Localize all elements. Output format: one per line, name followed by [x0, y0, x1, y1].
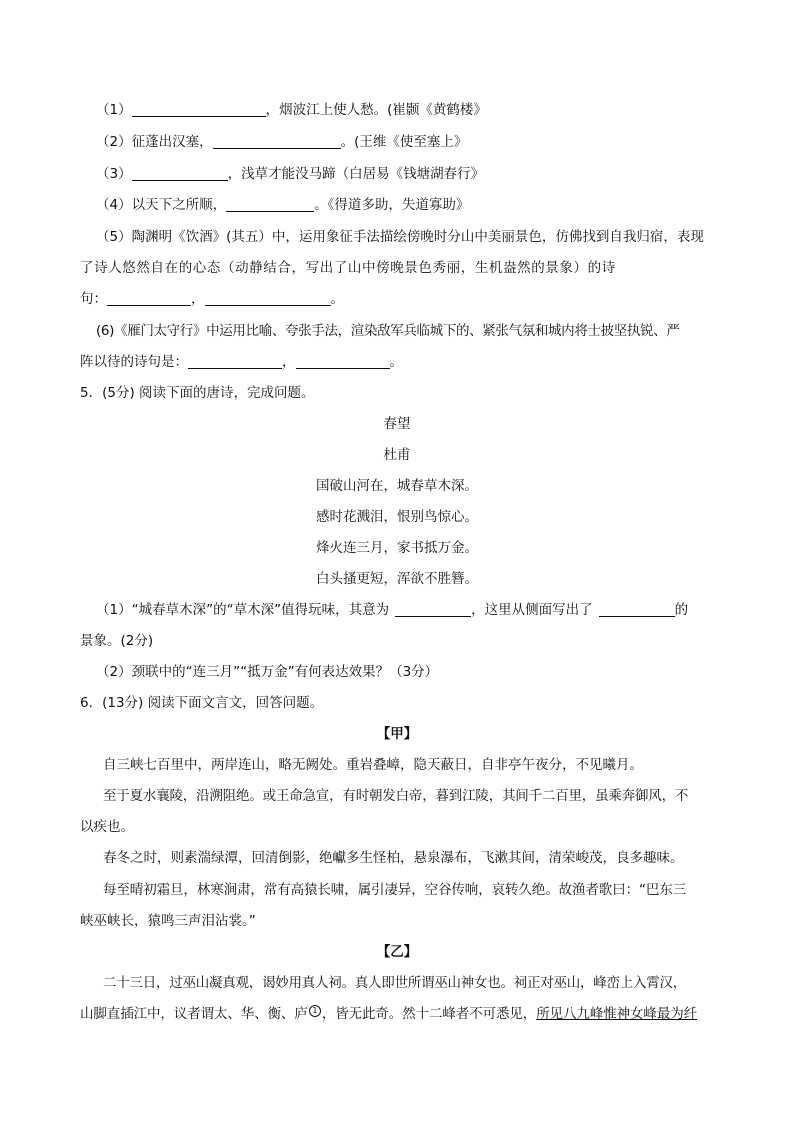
item-text: 山脚直插江中，议者谓太、华、衡、庐 [80, 1006, 308, 1022]
poem-line-4: 白头搔更短，浑欲不胜簪。 [316, 571, 478, 587]
q4-item-6-line-1: (6)《雁门太守行》中运用比喻、夸张手法，渲染敌军兵临城下的、紧张气氛和城内将士披坚执锐、严 [96, 323, 680, 339]
item-text: 征蓬出汉塞， [131, 134, 213, 150]
item-text: 。《得道多助，失道寡助》 [314, 197, 470, 213]
poem-author: 杜甫 [383, 447, 411, 463]
answer-blank[interactable] [599, 602, 675, 617]
q4-item-6-line-2 [80, 352, 403, 372]
item-text: ，浅草才能没马蹄（白居易《钱塘湖春行》 [227, 166, 485, 182]
answer-blank[interactable] [395, 602, 471, 617]
item-text: 。(王维《使至塞上》 [340, 134, 468, 150]
answer-blank[interactable] [132, 102, 266, 117]
item-text: 的 [674, 602, 689, 618]
poem-line-1: 国破山河在，城春草木深。 [316, 478, 478, 494]
footnote-marker[interactable]: 1 [309, 1005, 321, 1017]
item-text: （1）“城春草木深”的“草木深”值得玩味，其意为 [96, 602, 390, 618]
section-jia-title: 【甲】 [376, 726, 418, 742]
yi-paragraph-1-line-1: 二十三日，过巫山凝真观，谒妙用真人祠。真人即世所谓巫山神女也。祠正对巫山，峰峦上入霄汉， [103, 975, 686, 991]
q5-sub-2: （2）颈联中的“连三月”“抵万金”有何表达效果？（3分） [96, 664, 439, 680]
poem-line-3: 烽火连三月，家书抵万金。 [316, 540, 478, 556]
yi-paragraph-1-line-2 [80, 1004, 697, 1024]
q5-header: 5．(5分) 阅读下面的唐诗，完成问题。 [80, 385, 315, 401]
q4-item-5-line-2: 了诗人悠然自在的心态（动静结合，写出了山中傍晚景色秀丽，生机盎然的景象）的诗 [80, 260, 616, 276]
q4-item-5-line-1: （5）陶渊明《饮酒》(其五）中，运用象征手法描绘傍晚时分山中美丽景色，仿佛找到自我归宿，表现 [96, 229, 704, 245]
jia-paragraph-3: 春冬之时，则素湍绿潭，回清倒影，绝巘多生怪柏，悬泉瀑布，飞漱其间，清荣峻茂，良多趣味。 [103, 850, 684, 866]
jia-paragraph-1: 自三峡七百里中，两岸连山，略无阙处。重岩叠嶂，隐天蔽日，自非亭午夜分，不见曦月。 [103, 757, 643, 773]
answer-blank[interactable] [226, 197, 314, 212]
jia-paragraph-4-line-2: 峡巫峡长，猿鸣三声泪沾裳。” [80, 913, 256, 929]
q5-sub-1-line-1 [96, 600, 688, 620]
item-text: 。 [330, 291, 344, 307]
underlined-text: 所见八九峰惟神女峰最为纤 [536, 1006, 698, 1022]
q4-item-4 [96, 195, 469, 215]
q4-item-5-line-3 [80, 289, 344, 309]
jia-paragraph-2-line-1: 至于夏水襄陵，沿溯阻绝。或王命急宣，有时朝发白帝，暮到江陵，其间千二百里，虽乘奔御风，不 [103, 788, 689, 804]
item-number: （3） [96, 166, 132, 182]
answer-blank[interactable] [107, 291, 191, 306]
q6-header: 6．(13分) 阅读下面文言文，回答问题。 [80, 695, 324, 711]
item-text: 以天下之所顺， [131, 197, 227, 213]
item-text: 阵以待的诗句是： [80, 354, 188, 370]
answer-blank[interactable] [213, 134, 341, 149]
q4-item-1 [96, 100, 487, 120]
item-text: 句： [80, 291, 107, 307]
item-text: 。 [389, 354, 403, 370]
item-text: ， [282, 354, 296, 370]
jia-paragraph-2-line-2: 以疾也。 [80, 819, 134, 835]
answer-blank[interactable] [296, 354, 390, 369]
q5-sub-1-line-2: 景象。(2分) [80, 633, 154, 649]
item-number: （2） [96, 134, 132, 150]
section-yi-title: 【乙】 [376, 944, 418, 960]
item-text: ，烟波江上使人愁。(崔颢《黄鹤楼》 [265, 102, 487, 118]
answer-blank[interactable] [205, 291, 331, 306]
q4-item-3 [96, 164, 484, 184]
q4-item-2 [96, 132, 467, 152]
poem-line-2: 感时花溅泪，恨别鸟惊心。 [316, 509, 478, 525]
answer-blank[interactable] [132, 166, 228, 181]
answer-blank[interactable] [188, 354, 282, 369]
poem-title: 春望 [383, 416, 411, 432]
item-text: ， [191, 291, 205, 307]
item-number: （1） [96, 102, 132, 118]
jia-paragraph-4-line-1: 每至晴初霜旦，林寒涧肃，常有高猿长啸，属引凄异，空谷传响，哀转久绝。故渔者歌曰：“巴东三 [103, 882, 687, 898]
item-text: ，这里从侧面写出了 [471, 602, 593, 618]
item-number: （4） [96, 197, 132, 213]
item-text: ，皆无此奇。然十二峰者不可悉见， [321, 1006, 537, 1022]
